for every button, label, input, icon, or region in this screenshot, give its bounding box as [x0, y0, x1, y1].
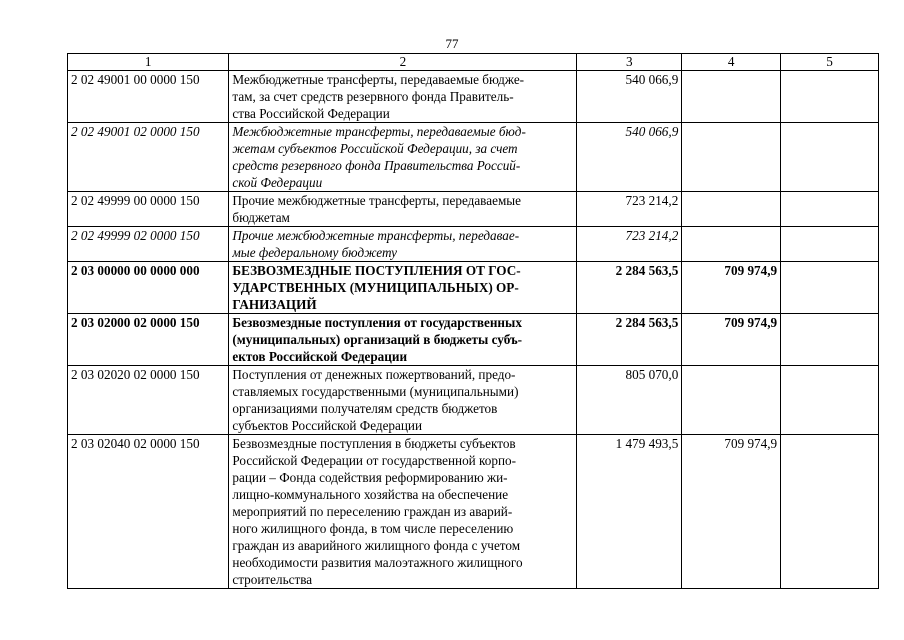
description-line: (муниципальных) организаций в бюджеты субъ- [232, 332, 523, 347]
description-line: средств резервного фонда Правительства Россий- [232, 158, 521, 173]
amount-col3: 723 214,2 [577, 192, 682, 227]
column-header-2: 2 [229, 54, 577, 71]
budget-code: 2 03 00000 00 0000 000 [68, 262, 229, 314]
amount-col4: 709 974,9 [682, 314, 781, 366]
amount-col5 [781, 262, 879, 314]
row-description [229, 123, 577, 192]
budget-code: 2 02 49001 02 0000 150 [68, 123, 229, 192]
description-line: строительства [232, 572, 313, 587]
table-row [68, 192, 879, 227]
description-line: ской Федерации [232, 175, 323, 190]
row-description [229, 262, 577, 314]
description-line: ставляемых государственными (муниципальными) [232, 384, 519, 399]
amount-col5 [781, 123, 879, 192]
amount-col4 [682, 192, 781, 227]
table-row [68, 262, 879, 314]
amount-col4 [682, 366, 781, 435]
description-line: лищно-коммунального хозяйства на обеспечение [232, 487, 509, 502]
budget-code: 2 02 49001 00 0000 150 [68, 71, 229, 123]
amount-col3: 540 066,9 [577, 123, 682, 192]
amount-col5 [781, 71, 879, 123]
description-line: Поступления от денежных пожертвований, предо- [232, 367, 516, 382]
description-line: бюджетам [232, 210, 290, 225]
description-line: граждан из аварийного жилищного фонда с учетом [232, 538, 521, 553]
page-number: 77 [445, 36, 459, 51]
amount-col4 [682, 71, 781, 123]
table-row [68, 123, 879, 192]
description-line: мые федеральному бюджету [232, 245, 398, 260]
table-row [68, 366, 879, 435]
column-header-3: 3 [577, 54, 682, 71]
amount-col3: 723 214,2 [577, 227, 682, 262]
row-description [229, 192, 577, 227]
budget-code: 2 03 02020 02 0000 150 [68, 366, 229, 435]
amount-col5 [781, 435, 879, 589]
description-line: организациями получателям средств бюджетов [232, 401, 498, 416]
budget-code: 2 02 49999 00 0000 150 [68, 192, 229, 227]
amount-col3: 2 284 563,5 [577, 262, 682, 314]
amount-col4: 709 974,9 [682, 435, 781, 589]
budget-revenue-table [67, 53, 879, 589]
table-row [68, 71, 879, 123]
description-line: Безвозмездные поступления в бюджеты субъектов [232, 436, 516, 451]
description-line: ного жилищного фонда, в том числе переселению [232, 521, 514, 536]
amount-col3: 540 066,9 [577, 71, 682, 123]
description-line: Межбюджетные трансферты, передаваемые бюдже- [232, 72, 525, 87]
row-description [229, 435, 577, 589]
description-line: необходимости развития малоэтажного жилищного [232, 555, 523, 570]
amount-col3: 1 479 493,5 [577, 435, 682, 589]
amount-col4: 709 974,9 [682, 262, 781, 314]
column-header-4: 4 [682, 54, 781, 71]
row-description [229, 314, 577, 366]
description-line: Прочие межбюджетные трансферты, передаваемые [232, 193, 522, 208]
description-line: ства Российской Федерации [232, 106, 390, 121]
row-description [229, 227, 577, 262]
amount-col5 [781, 366, 879, 435]
column-number-row [68, 54, 879, 71]
description-line: Безвозмездные поступления от государственных [232, 315, 522, 330]
amount-col3: 2 284 563,5 [577, 314, 682, 366]
amount-col4 [682, 123, 781, 192]
description-line: рации – Фонда содействия реформированию жи- [232, 470, 508, 485]
description-line: там, за счет средств резервного фонда Правитель- [232, 89, 514, 104]
budget-code: 2 02 49999 02 0000 150 [68, 227, 229, 262]
description-line: УДАРСТВЕННЫХ (МУНИЦИПАЛЬНЫХ) ОР- [232, 280, 519, 295]
row-description [229, 71, 577, 123]
description-line: ГАНИЗАЦИЙ [232, 297, 317, 312]
amount-col5 [781, 192, 879, 227]
column-header-1: 1 [68, 54, 229, 71]
table-row [68, 314, 879, 366]
description-line: Межбюджетные трансферты, передаваемые бюд- [232, 124, 526, 139]
description-line: ектов Российской Федерации [232, 349, 408, 364]
description-line: Российской Федерации от государственной корпо- [232, 453, 516, 468]
amount-col3: 805 070,0 [577, 366, 682, 435]
budget-code: 2 03 02040 02 0000 150 [68, 435, 229, 589]
description-line: субъектов Российской Федерации [232, 418, 423, 433]
row-description [229, 366, 577, 435]
column-header-5: 5 [781, 54, 879, 71]
description-line: БЕЗВОЗМЕЗДНЫЕ ПОСТУПЛЕНИЯ ОТ ГОС- [232, 263, 521, 278]
description-line: мероприятий по переселению граждан из аварий- [232, 504, 513, 519]
budget-code: 2 03 02000 02 0000 150 [68, 314, 229, 366]
description-line: жетам субъектов Российской Федерации, за счет [232, 141, 518, 156]
table-row [68, 435, 879, 589]
amount-col4 [682, 227, 781, 262]
amount-col5 [781, 314, 879, 366]
table-row [68, 227, 879, 262]
description-line: Прочие межбюджетные трансферты, передавае- [232, 228, 520, 243]
amount-col5 [781, 227, 879, 262]
